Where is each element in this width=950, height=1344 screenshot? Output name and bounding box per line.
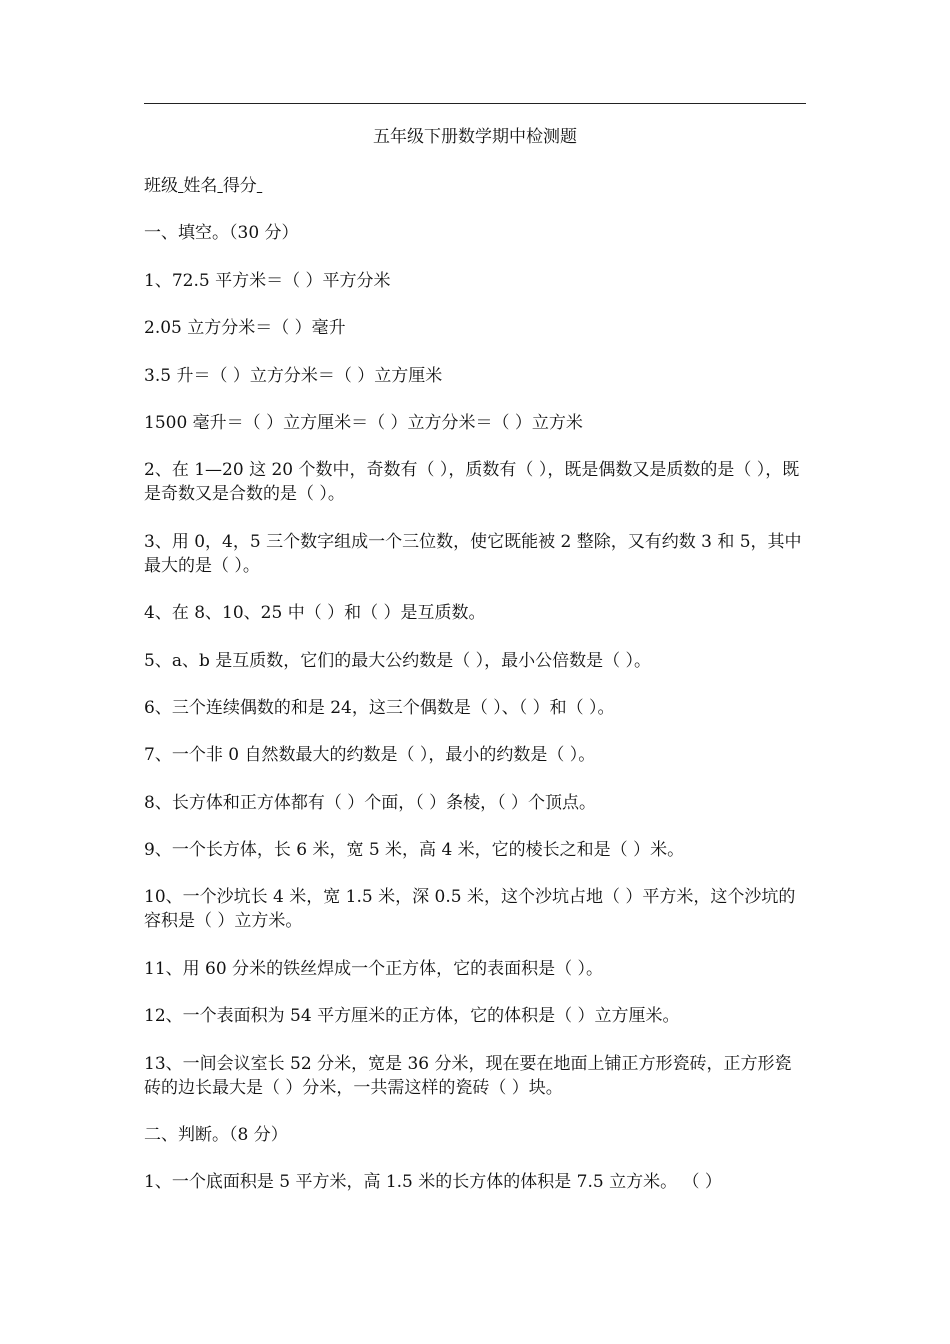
- question-item: 5、a、b 是互质数，它们的最大公约数是（ ），最小公倍数是（ ）。: [144, 650, 652, 671]
- question-item: 1、一个底面积是 5 平方米，高 1.5 米的长方体的体积是 7.5 立方米。 （ ）: [144, 1172, 722, 1193]
- score-label: 得分: [222, 176, 257, 196]
- question-item: 10、一个沙坑长 4 米，宽 1.5 米，深 0.5 米，这个沙坑占地（ ）平方米，这个沙坑的容积是（ ）立方米。: [144, 887, 796, 932]
- question-item: 2、在 1—20 这 20 个数中，奇数有（ ），质数有（ ），既是偶数又是质数的是（ ），既是奇数又是合数的是（ ）。: [144, 460, 800, 505]
- score-blank: [257, 176, 262, 196]
- question-item: 4、在 8、10、25 中（ ）和（ ）是互质数。: [144, 603, 486, 624]
- header-rule: [144, 103, 806, 104]
- section-heading: 二、判断。（8 分）: [144, 1125, 288, 1146]
- question-item: 7、一个非 0 自然数最大的约数是（ ），最小的约数是（ ）。: [144, 745, 596, 766]
- name-label: 姓名: [183, 176, 218, 196]
- question-item: 1500 毫升＝（ ）立方厘米＝（ ）立方分米＝（ ）立方米: [144, 412, 583, 433]
- document-title: 五年级下册数学期中检测题: [373, 127, 577, 147]
- question-item: 11、用 60 分米的铁丝焊成一个正方体，它的表面积是（ ）。: [144, 958, 603, 979]
- question-item: 2.05 立方分米＝（ ）毫升: [144, 318, 346, 339]
- question-item: 3.5 升＝（ ）立方分米＝（ ）立方厘米: [144, 365, 443, 386]
- document-body: [144, 174, 808, 1194]
- student-info-line: [144, 174, 808, 198]
- section-heading: 一、填空。（30 分）: [144, 223, 299, 244]
- question-item: 12、一个表面积为 54 平方厘米的正方体，它的体积是（ ）立方厘米。: [144, 1006, 680, 1027]
- question-item: 6、三个连续偶数的和是 24，这三个偶数是（ ）、（ ）和（ ）。: [144, 697, 615, 718]
- question-item: 1、72.5 平方米＝（ ）平方分米: [144, 270, 391, 291]
- question-item: 8、长方体和正方体都有（ ）个面，（ ）条棱，（ ）个顶点。: [144, 792, 597, 813]
- question-item: 9、一个长方体，长 6 米，宽 5 米，高 4 米，它的棱长之和是（ ）米。: [144, 840, 685, 861]
- question-item: 13、一间会议室长 52 分米，宽是 36 分米，现在要在地面上铺正方形瓷砖，正方形瓷砖的边长最大是（ ）分米，一共需这样的瓷砖（ ）块。: [144, 1053, 792, 1098]
- class-label: 班级: [144, 176, 178, 196]
- question-item: 3、用 0，4，5 三个数字组成一个三位数，使它既能被 2 整除，又有约数 3 和 5，其中最大的是（ ）。: [144, 531, 802, 576]
